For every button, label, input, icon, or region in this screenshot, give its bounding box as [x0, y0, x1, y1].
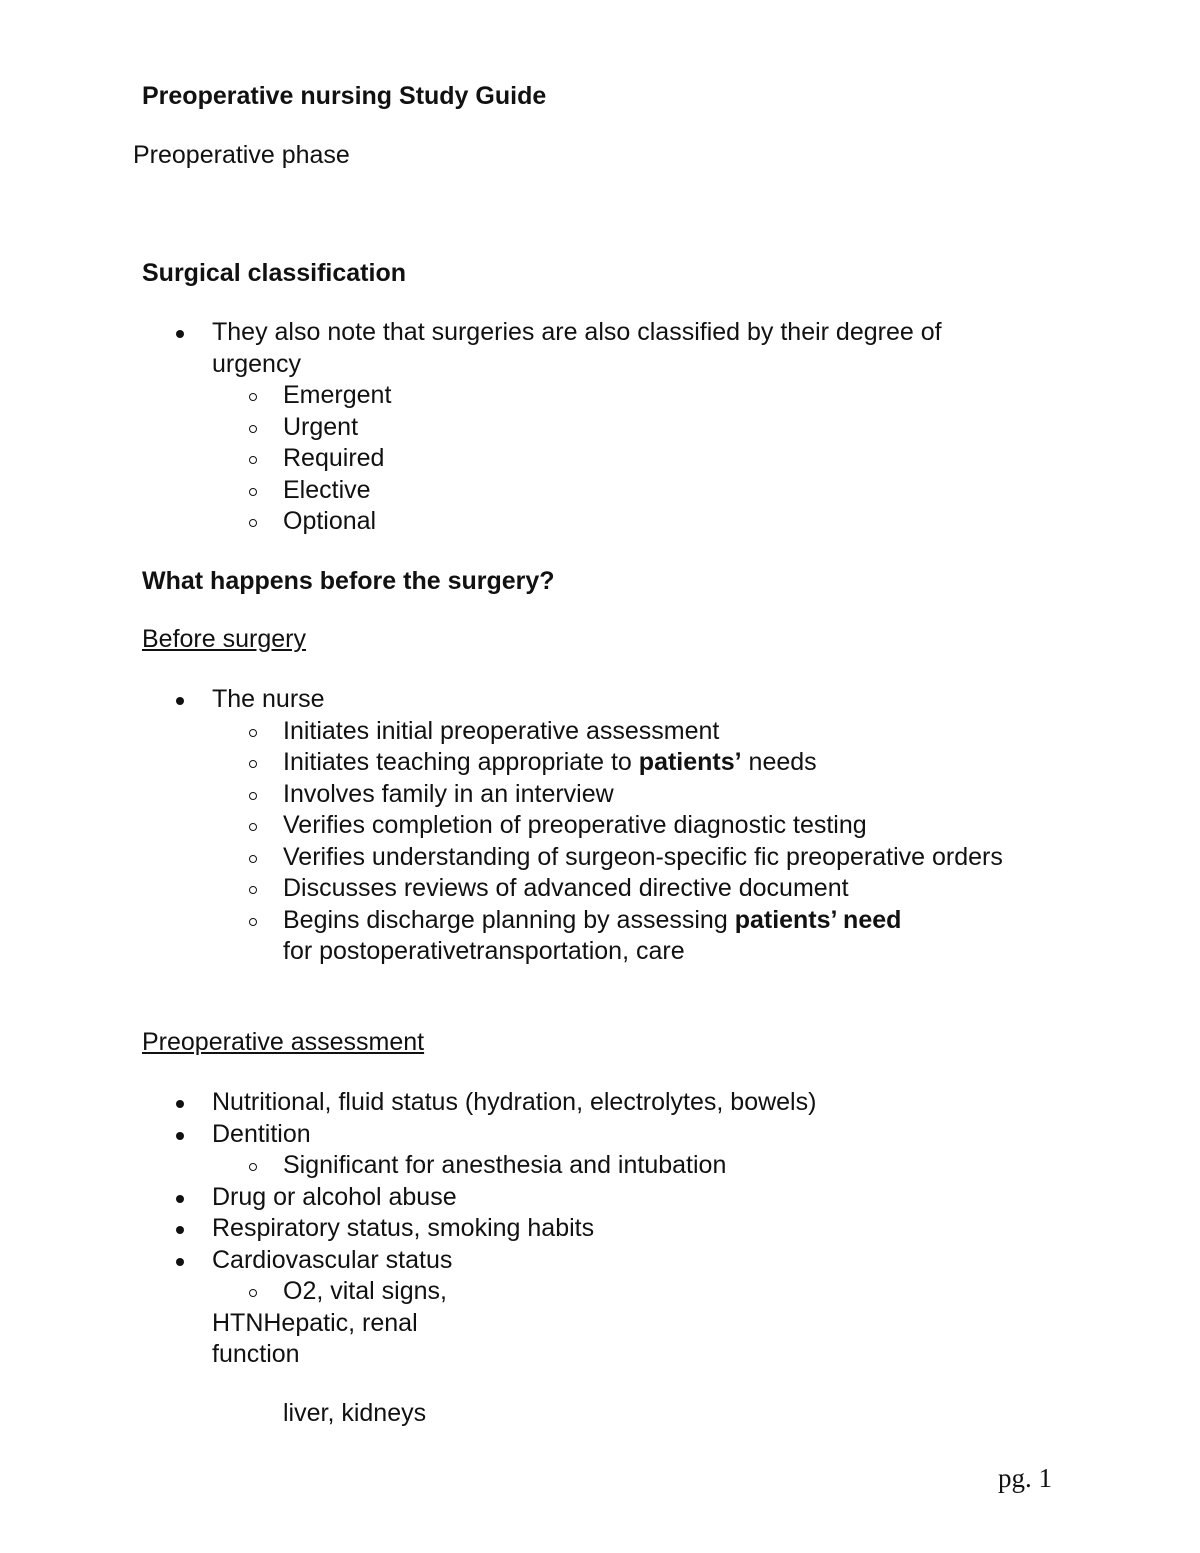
- list-item: Required: [0, 443, 1043, 475]
- surgical-classification-list: [0, 317, 1043, 538]
- surgical-classification-heading: Surgical classification: [142, 259, 406, 287]
- assessment-list: [0, 1087, 1043, 1429]
- list-item: Optional: [0, 506, 1043, 538]
- list-item: Respiratory status, smoking habits: [0, 1213, 1032, 1245]
- spacer: [0, 1371, 1043, 1398]
- list-item: Elective: [0, 475, 1043, 507]
- preoperative-assessment-subheading: Preoperative assessment: [142, 1028, 425, 1056]
- before-surgery-question-heading: What happens before the surgery?: [142, 567, 555, 595]
- list-item: The nurse: [0, 684, 1032, 716]
- page-number: pg. 1: [998, 1463, 1052, 1493]
- list-item: Urgent: [0, 412, 1043, 444]
- list-item: Discusses reviews of advanced directive document: [0, 873, 1043, 905]
- list-item: Significant for anesthesia and intubation: [0, 1150, 1043, 1182]
- text-line: liver, kidneys: [283, 1398, 427, 1427]
- list-item: Involves family in an interview: [0, 779, 1043, 811]
- list-item: Cardiovascular status: [0, 1245, 1032, 1277]
- list-item: Nutritional, fluid status (hydration, electrolytes, bowels): [0, 1087, 1032, 1119]
- text-line: HTNHepatic, renal: [212, 1308, 418, 1337]
- list-item: Verifies completion of preoperative diagnostic testing: [0, 810, 1043, 842]
- list-item: Begins discharge planning by assessing patients’ need for postoperativetransportation, care: [0, 905, 1043, 968]
- page-title: Preoperative nursing Study Guide: [142, 82, 547, 110]
- list-item: Drug or alcohol abuse: [0, 1182, 1032, 1214]
- list-item: Dentition: [0, 1119, 1032, 1151]
- nurse-duties-list: [0, 684, 1043, 968]
- list-item: Initiates teaching appropriate to patients’ needs: [0, 747, 1043, 779]
- list-item: Emergent: [0, 380, 1043, 412]
- list-item: Initiates initial preoperative assessment: [0, 716, 1043, 748]
- list-item: Verifies understanding of surgeon-specific fic preoperative orders: [0, 842, 1003, 874]
- text-line: function: [212, 1340, 300, 1368]
- list-item: O2, vital signs,: [0, 1276, 1043, 1308]
- before-surgery-subheading: Before surgery: [142, 625, 306, 653]
- phase-label: Preoperative phase: [133, 141, 350, 169]
- list-item: They also note that surgeries are also classified by their degree of urgency: [0, 317, 1032, 380]
